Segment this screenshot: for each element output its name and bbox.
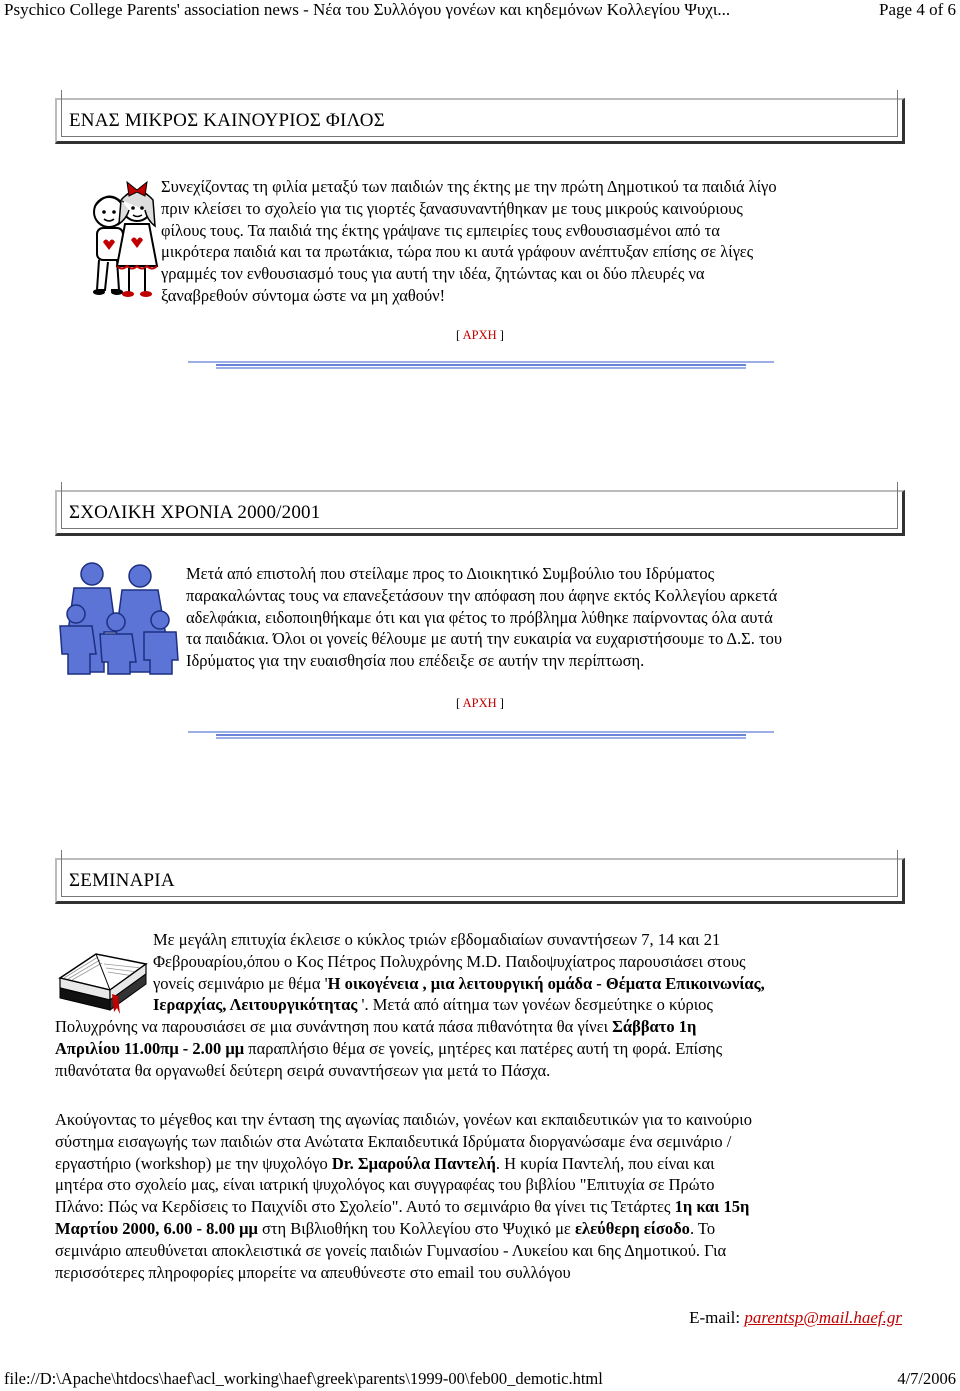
- friend-line: πριν κλείσει το σχολείο για τις γιορτές ξανασυναντήθηκαν με τους μικρούς καινούριους: [161, 198, 743, 218]
- seminars-paragraph-2: Ακούγοντας το μέγεθος και την ένταση της αγωνίας παιδιών, γονέων και εκπαιδευτικών για το καινούριο σύστημα εισαγωγής των παιδιών στα Ανώτατα Εκπαιδευτικά Ιδρύματα διοργανώσαμε ένα σεμινάριο / εργαστήριο (workshop) με την ψυχολόγο Dr. Σμαρούλα Παντελή. Η κυρία Παντελή, που είναι και μητέρα στο σχολείο μας, είναι ιατρική ψυχολόγος και συγγραφέας του βιβλίου "Επιτυχία σε Πρώτο Πλάνο: Πώς να Κερδίσεις το Παιχνίδι στο Σχολείο". Αυτό το σεμινάριο θα γίνει τις Τετάρτες 1η και 15η Μαρτίου 2000, 6.00 - 8.00 μμ στη Βιβλιοθήκη του Κολλεγίου στο Ψυχικό με ελεύθερη είσοδο. Το σεμινάριο απευθύνεται αποκλειστικά σε γονείς παιδιών Γυμνασίου - Λυκείου και 6ης Δημοτικού. Για περισσότερες πληροφορίες μπορείτε να απευθύνεστε στο email του συλλόγου: [55, 1110, 752, 1282]
- section-title-seminars: ΣΕΜΙΝΑΡΙΑ: [69, 870, 175, 891]
- divider-rule: [188, 361, 774, 369]
- friend-paragraph: [161, 176, 777, 307]
- email-label: E-mail:: [689, 1308, 745, 1327]
- section-title-box-friend: [55, 98, 905, 144]
- section-title-year: ΣΧΟΛΙΚΗ ΧΡΟΝΙΑ 2000/2001: [69, 502, 321, 523]
- divider-rule: [188, 731, 774, 739]
- year-line: αδελφάκια, ειδοποιηθήκαμε ότι και για φέτος το πρόβλημα λύθηκε παίρνοντας όλα αυτά: [186, 607, 773, 627]
- email-link[interactable]: parentsp@mail.haef.gr: [744, 1308, 902, 1327]
- section-title-box-year: [55, 490, 905, 536]
- section-title-box-seminars: [55, 858, 905, 904]
- friend-line: φίλους τους. Τα παιδιά της έκτης γράψανε τις εμπειρίες τους ενθουσιασμένοι από τα: [161, 220, 720, 240]
- footer-file-path: file://D:\Apache\htdocs\haef\acl_working\haef\greek\parents\1999-00\feb00_demotic.html: [4, 1369, 603, 1388]
- family-silhouette-icon: [56, 562, 180, 676]
- year-line: τα παιδάκια. Όλοι οι γονείς θέλουμε με αυτή την ευκαιρία να ευχαριστήσουμε το Δ.Σ. του: [186, 629, 783, 649]
- back-to-top-link[interactable]: ΑΡΧΗ: [462, 328, 497, 342]
- browser-page-title: Psychico College Parents' association news - Νέα του Συλλόγου γονέων και κηδεμόνων Κολλεγίου Ψυχι...: [4, 0, 731, 19]
- section-title-friend: ΕΝΑΣ ΜΙΚΡΟΣ ΚΑΙΝΟΥΡΙΟΣ ΦΙΛΟΣ: [69, 110, 385, 131]
- seminars-paragraph-1: Με μεγάλη επιτυχία έκλεισε ο κύκλος τριών εβδομαδιαίων συναντήσεων 7, 14 και 21 Φεβρουαρίου,όπου ο Κος Πέτρος Πολυχρόνης M.D. Παιδοψυχίατρος παρουσιάσει στους γονείς σεμινάριο με θέμα 'Η οικογένεια , μια λειτουργική ομάδα - Θέματα Επικοινωνίας, Ιεραρχίας, Λειτουργικότητας '. Μετά από αίτημα των γονέων δεσμεύτηκε ο κύριος Πολυχρόνης να παρουσιάσει σε μια συνάντηση που κατά πάσα πιθανότητα θα γίνει Σάββατο 1η Απριλίου 11.00πμ - 2.00 μμ παραπλήσιο θέμα σε γονείς, μητέρες και πατέρες αυτή τη φορά. Επίσης πιθανότατα θα οργανωθεί δεύτερη σειρά συναντήσεων για μετά το Πάσχα.: [55, 930, 765, 1080]
- friend-line: γραμμές τον ενθουσιασμό τους για αυτή την ιδέα, ζητώντας και οι δύο πλευρές να: [161, 264, 705, 284]
- year-paragraph: [186, 563, 782, 672]
- contact-email: [689, 1308, 902, 1328]
- friend-line: ξαναβρεθούν σύντομα ώστε να μη χαθούν!: [161, 285, 446, 305]
- kids-illustration-icon: [87, 170, 159, 306]
- back-to-top-1: [ ΑΡΧΗ ]: [456, 328, 504, 342]
- year-line: Ιδρύματος για την ευαισθησία που επέδειξε σε αυτήν την περίπτωση.: [186, 651, 645, 671]
- back-to-top-2: [ ΑΡΧΗ ]: [456, 696, 504, 710]
- footer-date: 4/7/2006: [897, 1369, 956, 1388]
- year-line: παρακαλώντας τους να επανεξετάσουν την απόφαση που άφηνε εκτός Κολλεγίου αρκετά: [186, 585, 778, 605]
- friend-line: μικρότερα παιδιά και τα πρωτάκια, τώρα που κι αυτά γράφουν ανέπτυξαν επίσης σε λίγες: [161, 242, 754, 262]
- back-to-top-link[interactable]: ΑΡΧΗ: [462, 696, 497, 710]
- year-line: Μετά από επιστολή που στείλαμε προς το Διοικητικό Συμβούλιο του Ιδρύματος: [186, 564, 715, 583]
- friend-line: Συνεχίζοντας τη φιλία μεταξύ των παιδιών της έκτης με την πρώτη Δημοτικού τα παιδιά λίγο: [161, 177, 777, 196]
- page-number: Page 4 of 6: [879, 0, 956, 19]
